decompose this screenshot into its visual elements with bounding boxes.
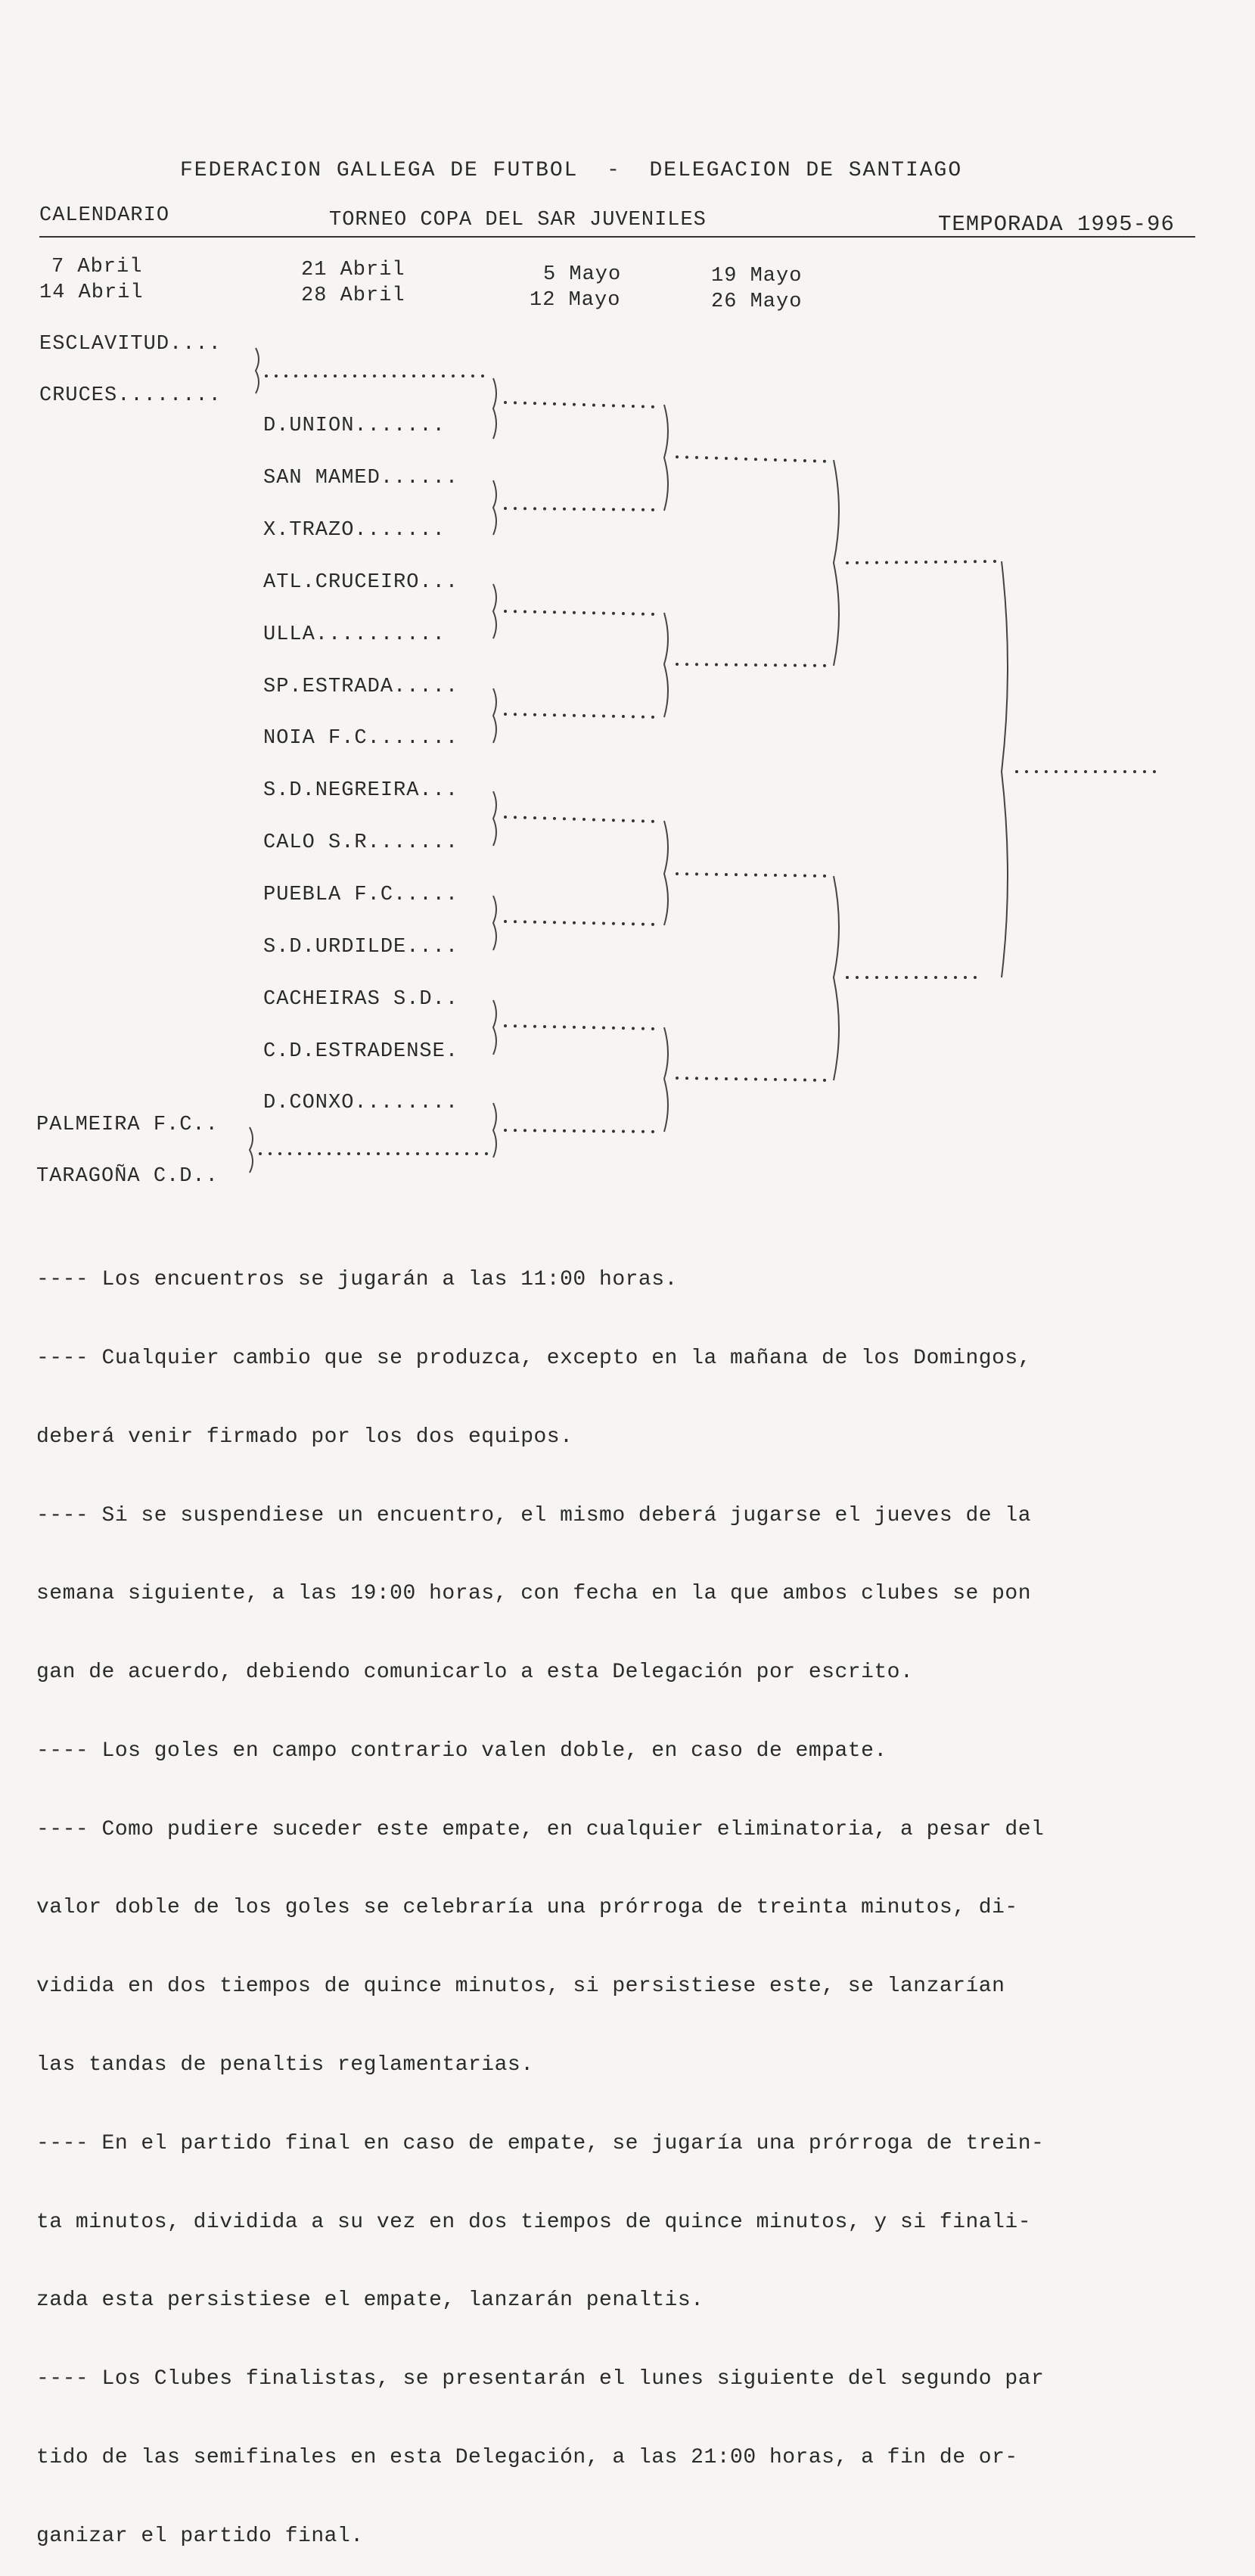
note-line: las tandas de penaltis reglamentarias. (36, 2053, 534, 2077)
header-calendar-label: CALENDARIO (39, 204, 170, 227)
brace-r16-7 (493, 1000, 496, 1055)
note-line: ---- En el partido final en caso de empate, se jugaría una prórroga de trein- (36, 2131, 1045, 2155)
team-esclavitud: ESCLAVITUD.... (39, 333, 222, 356)
team-ulla: ULLA.......... (263, 623, 446, 646)
brace-r16-3 (493, 584, 496, 639)
round2-date-b: 28 Abril (301, 284, 405, 307)
brace-sf-2 (834, 876, 839, 1080)
note-line: ---- Los goles en campo contrario valen doble, en caso de empate. (36, 1739, 887, 1763)
brace-sf-1 (834, 460, 839, 666)
page-title: FEDERACION GALLEGA DE FUTBOL - DELEGACION DE SANTIAGO (180, 159, 963, 182)
round1-date-b: 14 Abril (39, 281, 144, 304)
brace-qf-1 (664, 405, 668, 511)
brace-qf-3 (664, 821, 668, 925)
line-r16-3 (505, 611, 660, 614)
brace-qf-2 (664, 613, 668, 717)
note-line: ---- Si se suspendiese un encuentro, el mismo deberá jugarse el jueves de la (36, 1503, 1032, 1527)
team-cruces: CRUCES........ (39, 384, 222, 407)
brace-prelim-bottom (250, 1127, 253, 1173)
line-r16-6 (505, 921, 660, 924)
line-r16-7 (505, 1026, 660, 1029)
team-cacheiras: CACHEIRAS S.D.. (263, 988, 459, 1011)
note-line: ---- Los encuentros se jugarán a las 11:00 horas. (36, 1268, 678, 1292)
round4-date-a: 19 Mayo (711, 265, 803, 287)
round1-date-a: 7 Abril (51, 256, 143, 278)
brace-r16-8 (493, 1103, 496, 1157)
round3-date-b: 12 Mayo (530, 289, 621, 312)
brace-final (1002, 561, 1008, 977)
line-r16-8 (505, 1130, 660, 1132)
line-r16-5 (505, 817, 660, 822)
brace-r16-5 (493, 791, 496, 846)
note-line: ---- Los Clubes finalistas, se presentarán el lunes siguiente del segundo par (36, 2367, 1045, 2391)
brace-prelim-top (256, 348, 259, 393)
team-d-union: D.UNION....... (263, 415, 446, 437)
team-sd-urdilde: S.D.URDILDE.... (263, 936, 459, 959)
round2-date-a: 21 Abril (301, 259, 405, 281)
line-r16-2 (505, 508, 660, 510)
team-taragona: TARAGOÑA C.D.. (36, 1165, 219, 1188)
note-line: ganizar el partido final. (36, 2524, 364, 2548)
team-cd-estradense: C.D.ESTRADENSE. (263, 1040, 459, 1063)
team-sd-negreira: S.D.NEGREIRA... (263, 779, 459, 802)
rules-notes (36, 1215, 1201, 2576)
team-x-trazo: X.TRAZO....... (263, 519, 446, 542)
team-puebla: PUEBLA F.C..... (263, 884, 459, 906)
note-line: zada esta persistiese el empate, lanzarán penaltis. (36, 2289, 704, 2313)
brace-r16-2 (493, 480, 496, 535)
round3-date-a: 5 Mayo (543, 263, 622, 286)
header-season-label: TEMPORADA 1995-96 (938, 212, 1175, 237)
line-sf-1 (847, 561, 999, 563)
team-atl-cruceiro: ATL.CRUCEIRO... (263, 571, 459, 594)
line-qf-1 (677, 457, 831, 461)
line-qf-3 (677, 874, 831, 876)
brace-r16-4 (493, 688, 496, 743)
note-line: deberá venir firmado por los dos equipos. (36, 1425, 573, 1449)
brace-r16-1 (493, 378, 496, 439)
team-san-mamed: SAN MAMED...... (263, 467, 459, 489)
note-line: ---- Como pudiere suceder este empate, en cualquier eliminatoria, a pesar del (36, 1817, 1045, 1841)
line-r16-4 (505, 714, 660, 717)
header-tournament-label: TORNEO COPA DEL SAR JUVENILES (329, 209, 707, 231)
note-line: ta minutos, dividida a su vez en dos tiempos de quince minutos, y si finali- (36, 2210, 1032, 2234)
team-palmeira: PALMEIRA F.C.. (36, 1114, 219, 1136)
note-line: tido de las semifinales en esta Delegación, a las 21:00 horas, a fin de or- (36, 2445, 1018, 2469)
note-line: semana siguiente, a las 19:00 horas, con fecha en la que ambos clubes se pon (36, 1582, 1032, 1606)
brace-qf-4 (664, 1027, 668, 1132)
round4-date-b: 26 Mayo (711, 291, 803, 313)
line-qf-4 (677, 1078, 831, 1080)
line-r16-1 (505, 402, 660, 407)
team-sp-estrada: SP.ESTRADA..... (263, 676, 459, 698)
team-noia: NOIA F.C....... (263, 727, 459, 750)
note-line: gan de acuerdo, debiendo comunicarlo a esta Delegación por escrito. (36, 1661, 914, 1685)
team-calo: CALO S.R....... (263, 831, 459, 854)
note-line: ---- Cualquier cambio que se produzca, excepto en la mañana de los Domingos, (36, 1346, 1032, 1370)
brace-r16-6 (493, 896, 496, 950)
team-d-conxo: D.CONXO........ (263, 1092, 459, 1114)
note-line: vidida en dos tiempos de quince minutos, si persistiese este, se lanzarían (36, 1975, 1005, 1999)
note-line: valor doble de los goles se celebraría una prórroga de treinta minutos, di- (36, 1896, 1018, 1920)
line-qf-2 (677, 664, 831, 666)
